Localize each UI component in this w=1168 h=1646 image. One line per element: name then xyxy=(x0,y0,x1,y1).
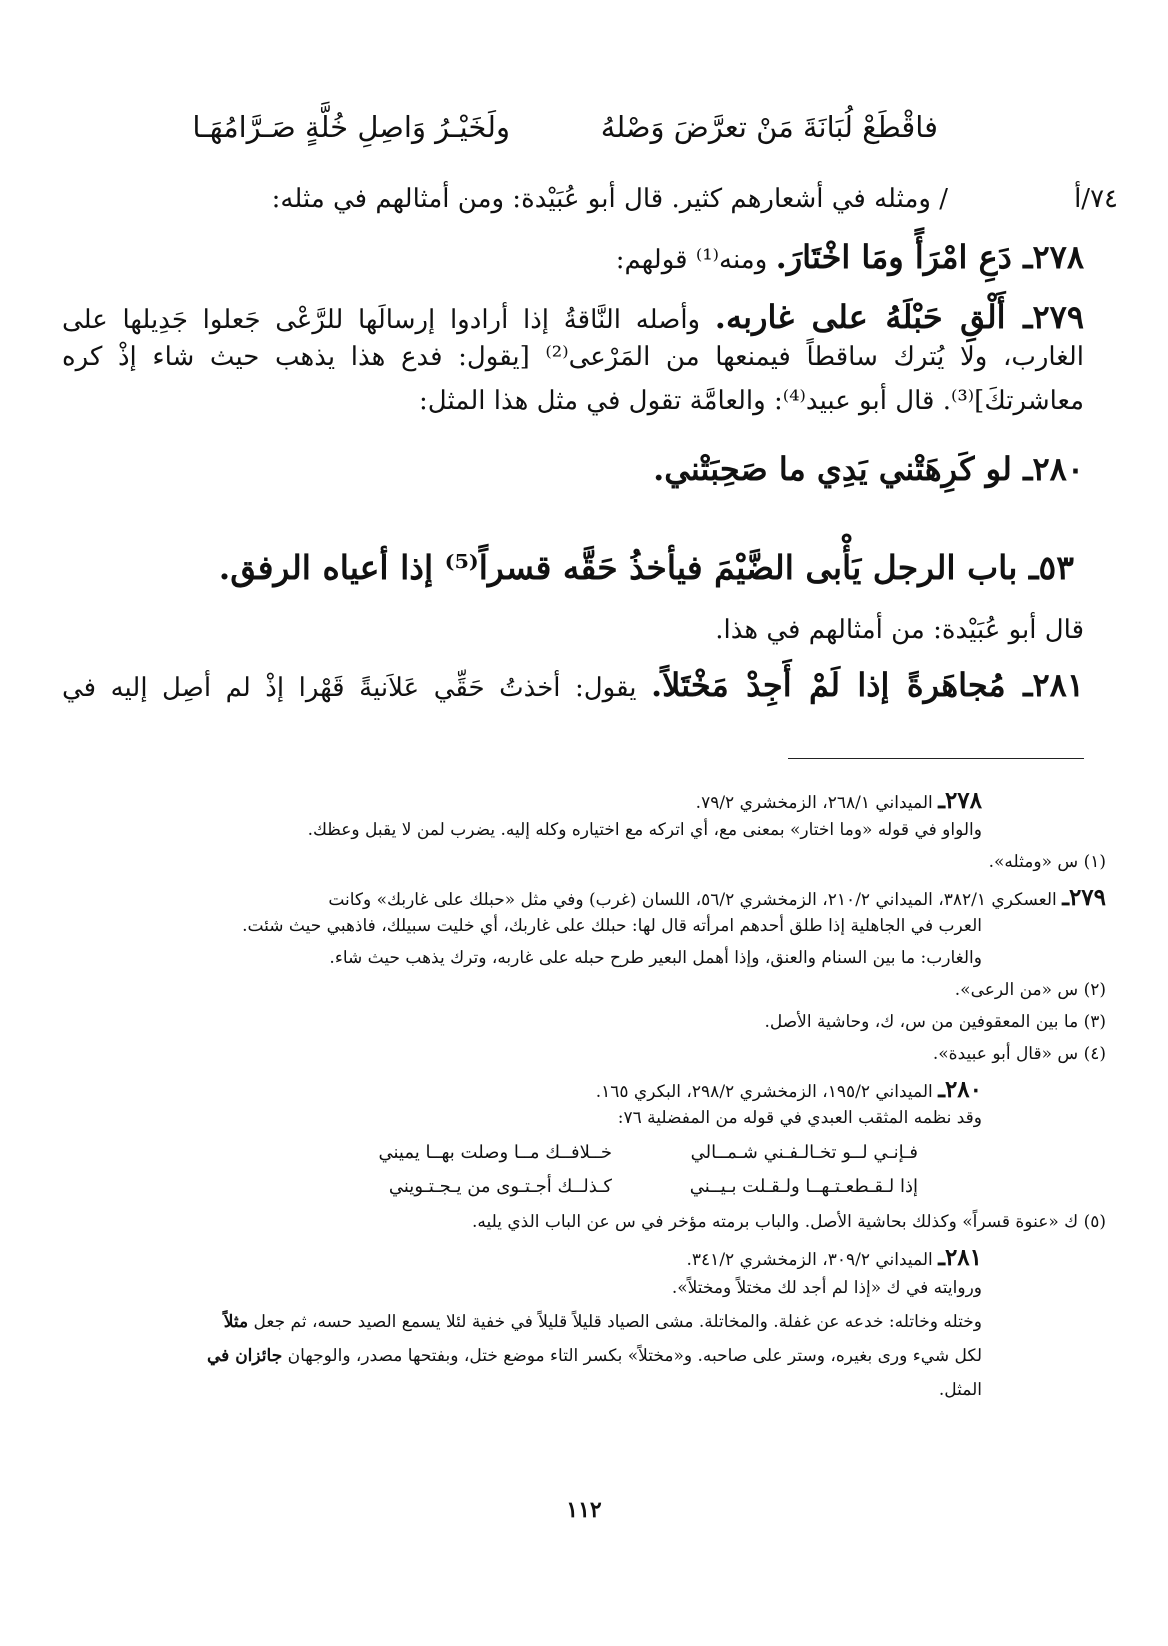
footnote-279-number: ٢٧٩ـ xyxy=(1062,884,1106,911)
footnote-278-sources xyxy=(696,787,982,814)
proverb-278 xyxy=(62,238,1084,276)
footnote-1: (١) س «ومثله». xyxy=(988,852,1106,872)
footnote-281-line-4-text: لكل شيء ورى بغيره، وستر على صاحبه. و«مختلاً» بكسر التاء موضع ختل، وبفتحها مصدر، والوجهان xyxy=(282,1346,982,1366)
footnote-280-sources-text: الميداني ١٩٥/٢، الزمخشري ٢٩٨/٢، البكري ١٦٥. xyxy=(595,1082,939,1102)
footnote-poem-line-1-second: خــلافــك مــا وصلت بهــا يميني xyxy=(378,1142,612,1163)
footnote-3: (٣) ما بين المعقوفين من س، ك، وحاشية الأصل. xyxy=(764,1012,1106,1032)
body-line-1: / ومثله في أشعارهم كثير. قال أبو عُبَيْدة: ومن أمثالهم في مثله: xyxy=(271,184,948,214)
proverb-279-continuation: وأصله النَّاقةُ إذا أرادوا إرسالَها للرَّعْى جَعلوا جَدِيلها على xyxy=(62,305,715,335)
footnote-279-line-3: والغارب: ما بين السنام والعنق، وإذا أهمل البعير طرح حبله على غاربه، وترك يذهب حيث شاء. xyxy=(329,948,982,968)
page-number: ١١٢ xyxy=(566,1497,602,1523)
footnote-279-line-2: العرب في الجاهلية إذا طلق أحدهم امرأته قال لها: حبلك على غاربك، أي خليت سبيلك، فاذهبي حيث شئت. xyxy=(242,916,982,936)
footnote-279-sources xyxy=(328,884,1106,911)
body-line-7: قال أبو عُبَيْدة: من أمثالهم في هذا. xyxy=(715,615,1084,645)
proverb-279 xyxy=(62,298,1084,336)
footnote-281-sources-text: الميداني ٣٠٩/٢، الزمخشري ٣٤١/٢. xyxy=(686,1250,939,1270)
proverb-280: ٢٨٠ـ لو كَرِهَتْني يَدِي ما صَحِبَتْني. xyxy=(653,450,1084,488)
footnote-281-line-4 xyxy=(207,1346,982,1366)
verse-second-hemistich: ولَخَيْـرُ وَاصِلِ خُلَّةٍ صَـرَّامُهَـا xyxy=(192,110,510,144)
footnote-5: (٥) ك «عنوة قسراً» وكذلك بحاشية الأصل. والباب برمته مؤخر في س عن الباب الذي يليه. xyxy=(471,1212,1106,1232)
footnote-281-line-3-text: وختله وخاتله: خدعه عن غفلة. والمخاتلة. مشى الصياد قليلاً قليلاً في خفية لئلا يسمع الصيد حسه، ثم جعل xyxy=(248,1312,982,1332)
footnote-278-number: ٢٧٨ـ xyxy=(938,787,982,814)
proverb-278-continuation: ومنه⁽¹⁾ قولهم: xyxy=(615,245,776,275)
footnote-divider xyxy=(788,758,1084,759)
proverb-278-text: ٢٧٨ـ دَعِ امْرَأً ومَا اخْتَارَ. xyxy=(775,238,1084,276)
footnote-281-sources xyxy=(687,1244,982,1271)
footnote-281-line-5: المثل. xyxy=(938,1380,982,1400)
footnote-281-number: ٢٨١ـ xyxy=(938,1244,982,1271)
footnote-2: (٢) س «من الرعى». xyxy=(954,980,1106,1000)
chapter-heading-53: ٥٣ـ باب الرجل يَأْبى الضَّيْمَ فيأخذُ حَقَّه قسراً⁽⁵⁾ إذا أعياه الرفق. xyxy=(218,548,1074,587)
footnote-280-explanation: وقد نظمه المثقب العبدي في قوله من المفضلية ٧٦: xyxy=(617,1108,982,1128)
proverb-279-text: ٢٧٩ـ أَلْقِ حَبْلَهُ على غاربه. xyxy=(714,298,1085,336)
footnote-poem-line-2-second: كـذلــك أجـتـوى من يـجـتـويني xyxy=(388,1176,612,1197)
footnote-281-line-3 xyxy=(224,1312,982,1332)
footnote-poem-line-2-first: إذا لـقـطعـتـهــا ولـقـلت بـيــني xyxy=(689,1176,918,1197)
footnote-279-sources-text: العسكري ٣٨٢/١، الميداني ٢١٠/٢، الزمخشري ٥٦/٢، اللسان (غرب) وفي مثل «حبلك على غاربك» وكانت xyxy=(328,890,1063,910)
body-line-5: معاشرتكَ]⁽³⁾. قال أبو عبيد⁽⁴⁾: والعامَّة تقول في مثل هذا المثل: xyxy=(419,386,1084,416)
footnote-280-sources xyxy=(596,1076,982,1103)
footnote-278-explanation: والواو في قوله «وما اختار» بمعنى مع، أي اتركه مع اختياره وكله إليه. يضرب لمن لا يقبل وعظك. xyxy=(307,820,982,840)
proverb-281-text: ٢٨١ـ مُجاهَرةً إذا لَمْ أَجِدْ مَخْتَلاً. xyxy=(651,666,1085,704)
verse-first-hemistich: فاقْطَعْ لُبَانَةَ مَنْ تعرَّضَ وَصْلهُ xyxy=(600,110,938,144)
footnote-281-line-4-bold: جائزان في xyxy=(206,1346,283,1366)
footnote-4: (٤) س «قال أبو عبيدة». xyxy=(932,1044,1106,1064)
proverb-281-continuation: يقول: أخذتُ حَقِّي عَلاَنيةً قَهْرا إذْ لم أصِل إليه في xyxy=(62,673,652,703)
footnote-281-variant: وروايته في ك «إذا لم أجد لك مختلاً ومختلاً». xyxy=(671,1278,982,1298)
footnote-278-sources-text: الميداني ٢٦٨/١، الزمخشري ٧٩/٢. xyxy=(695,793,939,813)
proverb-281 xyxy=(62,666,1084,704)
footnote-280-number: ٢٨٠ـ xyxy=(938,1076,982,1103)
footnote-281-line-3-bold: مثلاً xyxy=(223,1312,249,1332)
body-line-4: الغارب، ولا يُترك ساقطاً فيمنعها من المَرْعى⁽²⁾ [يقول: فدع هذا يذهب حيث شاء إذْ كره xyxy=(62,342,1084,372)
footnote-poem-line-1-first: فـإنـي لــو تخـالـفـني شـمــالي xyxy=(690,1142,918,1163)
manuscript-folio-note: ٧٤/أ xyxy=(1074,184,1118,214)
